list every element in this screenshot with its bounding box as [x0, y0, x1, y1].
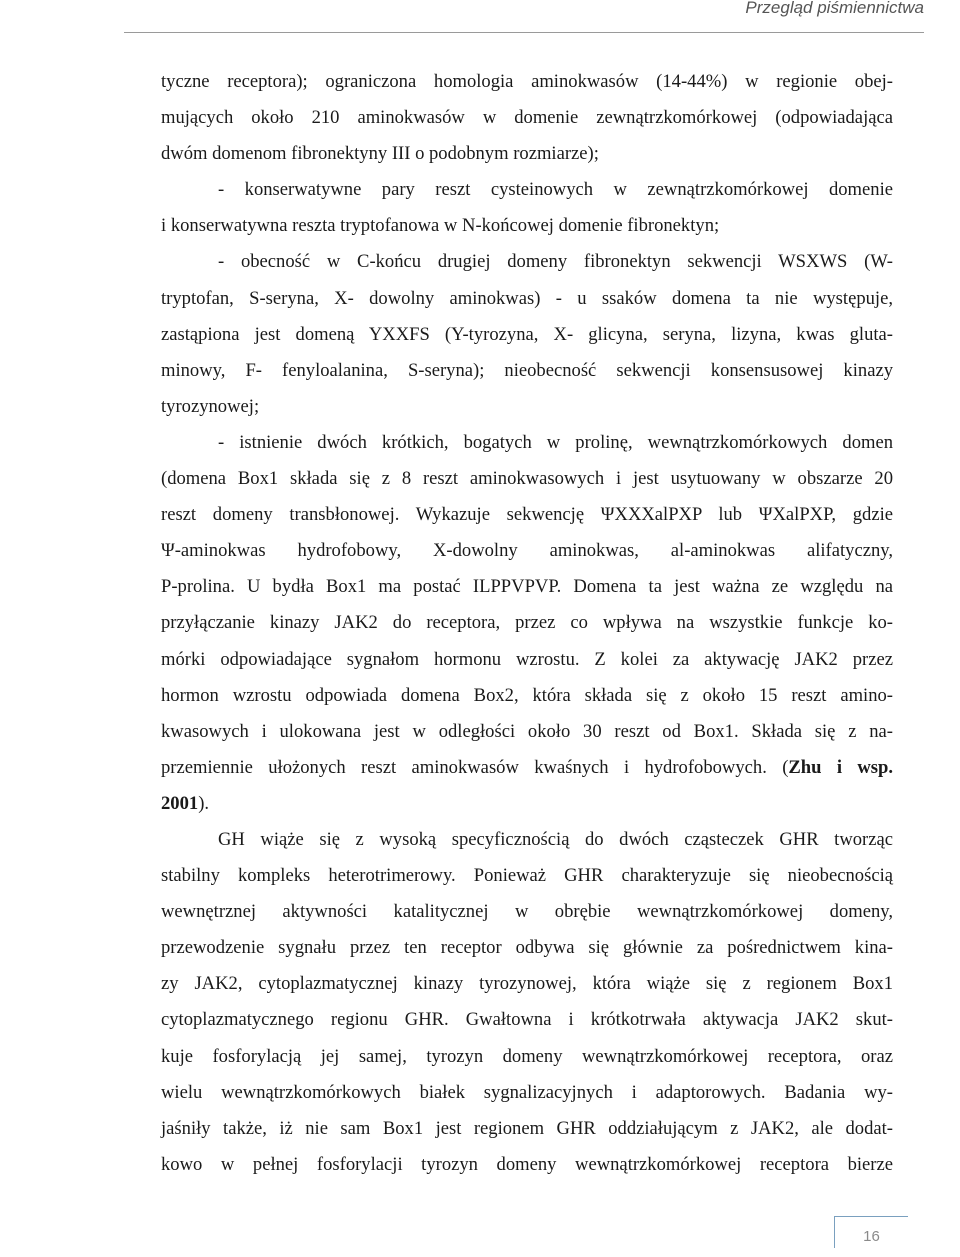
text-line	[161, 1002, 893, 1038]
line-text: cytoplazmatycznego regionu GHR. Gwałtowna i krótkotrwała aktywacja JAK2 skut-	[161, 1009, 893, 1031]
line-text-after: ).	[198, 792, 210, 814]
text-line	[161, 966, 893, 1002]
section-title: Przegląd piśmiennictwa	[745, 0, 924, 17]
line-text: kowo w pełnej fosforylacji tyrozyn domeny wewnątrzkomórkowej receptora bierze	[161, 1153, 893, 1175]
text-line	[161, 786, 893, 822]
line-text: i konserwatywna reszta tryptofanowa w N-końcowej domenie fibronektyn;	[161, 215, 720, 237]
text-line	[161, 1075, 893, 1111]
text-line	[161, 678, 893, 714]
line-text: Ψ-aminokwas hydrofobowy, X-dowolny aminokwas, al-aminokwas alifatyczny,	[161, 540, 893, 562]
line-text: - istnienie dwóch krótkich, bogatych w prolinę, wewnątrzkomórkowych domen	[218, 431, 893, 453]
citation-bold: Zhu i wsp.	[788, 756, 893, 778]
text-line	[161, 172, 893, 208]
text-line	[161, 1039, 893, 1075]
line-text: jaśniły także, iż nie sam Box1 jest regionem GHR oddziałującym z JAK2, ale dodat-	[161, 1117, 893, 1139]
text-line	[161, 208, 893, 244]
page-number-box	[834, 1216, 908, 1248]
line-text: mujących około 210 aminokwasów w domenie zewnątrzkomórkowej (odpowiadająca	[161, 107, 893, 129]
line-text: przewodzenie sygnału przez ten receptor odbywa się głównie za pośrednictwem kina-	[161, 937, 893, 959]
text-line	[161, 461, 893, 497]
text-line	[161, 497, 893, 533]
line-text: - konserwatywne pary reszt cysteinowych w zewnątrzkomórkowej domenie	[218, 179, 893, 201]
page-number: 16	[863, 1228, 880, 1245]
text-line	[161, 136, 893, 172]
text-line	[161, 642, 893, 678]
text-line	[161, 353, 893, 389]
text-line	[161, 822, 893, 858]
line-text: P-prolina. U bydła Box1 ma postać ILPPVPVP. Domena ta jest ważna ze względu na	[161, 576, 893, 598]
line-text: reszt domeny transbłonowej. Wykazuje sekwencję ΨXXXalPXP lub ΨXalPXP, gdzie	[161, 504, 893, 526]
text-line	[161, 569, 893, 605]
line-text: mórki odpowiadające sygnałom hormonu wzrostu. Z kolei za aktywację JAK2 przez	[161, 648, 893, 670]
line-text: zastąpiona jest domeną YXXFS (Y-tyrozyna, X- glicyna, seryna, lizyna, kwas gluta-	[161, 323, 893, 345]
text-line	[161, 389, 893, 425]
line-text: tryptofan, S-seryna, X- dowolny aminokwas) - u ssaków domena ta nie występuje,	[161, 287, 893, 309]
text-line	[161, 858, 893, 894]
line-text: dwóm domenom fibronektyny III o podobnym rozmiarze);	[161, 143, 599, 165]
text-line	[161, 425, 893, 461]
line-text: tyrozynowej;	[161, 395, 260, 417]
line-text: - obecność w C-końcu drugiej domeny fibronektyn sekwencji WSXWS (W-	[218, 251, 893, 273]
citation-bold: 2001	[161, 792, 199, 814]
text-line	[161, 281, 893, 317]
text-line	[161, 930, 893, 966]
text-line	[161, 894, 893, 930]
line-text: (domena Box1 składa się z 8 reszt aminokwasowych i jest usytuowany w obszarze 20	[161, 468, 893, 490]
text-line	[161, 244, 893, 280]
text-line	[161, 64, 893, 100]
text-line	[161, 605, 893, 641]
line-text: hormon wzrostu odpowiada domena Box2, która składa się z około 15 reszt amino-	[161, 684, 893, 706]
line-text: GH wiąże się z wysoką specyficznością do dwóch cząsteczek GHR tworząc	[218, 828, 893, 850]
text-line	[161, 317, 893, 353]
line-text: przemiennie ułożonych reszt aminokwasów kwaśnych i hydrofobowych. (	[161, 756, 789, 778]
text-line	[161, 100, 893, 136]
body-text	[161, 64, 893, 1183]
line-text: minowy, F- fenyloalanina, S-seryna); nieobecność sekwencji konsensusowej kinazy	[161, 359, 893, 381]
line-text: tyczne receptora); ograniczona homologia aminokwasów (14-44%) w regionie obej-	[161, 71, 893, 92]
line-text: kuje fosforylacją jej samej, tyrozyn domeny wewnątrzkomórkowej receptora, oraz	[161, 1045, 893, 1067]
text-line	[161, 1111, 893, 1147]
line-text: wewnętrznej aktywności katalitycznej w obrębie wewnątrzkomórkowej domeny,	[161, 901, 893, 923]
line-text: stabilny kompleks heterotrimerowy. Ponieważ GHR charakteryzuje się nieobecnością	[161, 865, 893, 887]
text-line	[161, 533, 893, 569]
running-header	[124, 0, 924, 33]
line-text: zy JAK2, cytoplazmatycznej kinazy tyrozynowej, która wiąże się z regionem Box1	[161, 973, 893, 995]
line-text: wielu wewnątrzkomórkowych białek sygnalizacyjnych i adaptorowych. Badania wy-	[161, 1081, 893, 1103]
line-text: kwasowych i ulokowana jest w odległości około 30 reszt od Box1. Składa się z na-	[161, 720, 893, 742]
text-line	[161, 750, 893, 786]
text-line	[161, 1147, 893, 1183]
line-text: przyłączanie kinazy JAK2 do receptora, przez co wpływa na wszystkie funkcje ko-	[161, 612, 893, 634]
text-line	[161, 714, 893, 750]
